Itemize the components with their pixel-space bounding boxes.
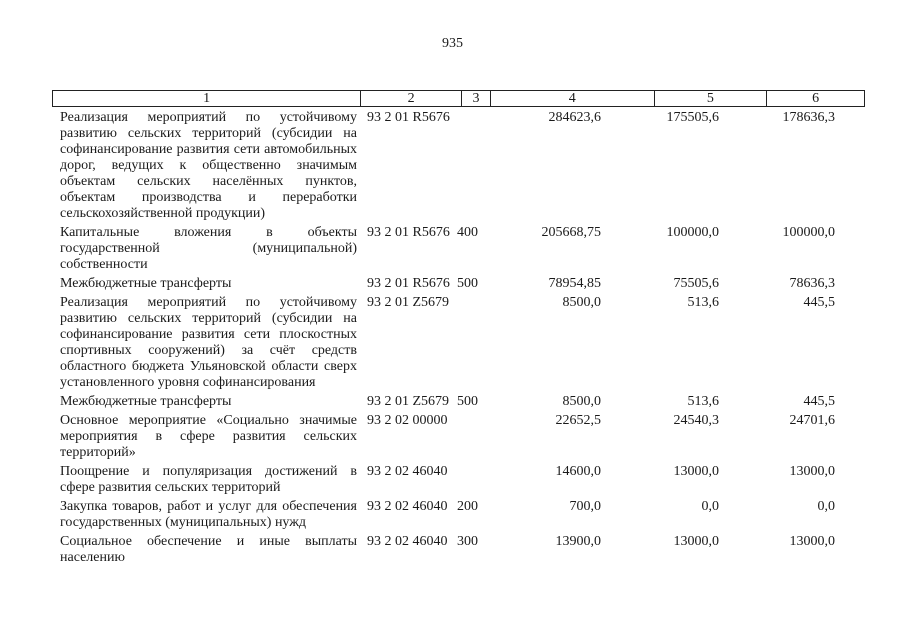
row-code: 93 2 02 00000 (367, 413, 448, 428)
row-value-4: 284623,6 (548, 110, 601, 125)
table-row (60, 276, 850, 292)
row-name: Капитальные вложения в объекты государственной (муниципальной) собственности (60, 225, 357, 272)
row-name: Межбюджетные трансферты (60, 394, 232, 409)
row-value-6: 13000,0 (789, 464, 835, 479)
row-code: 93 2 01 Z5679 (367, 295, 450, 310)
row-code: 93 2 01 R5676 (367, 276, 450, 291)
row-code: 93 2 02 46040 (367, 499, 448, 514)
row-name: Закупка товаров, работ и услуг для обеспечения государственных (муниципальных) нужд (60, 499, 357, 530)
row-value-5: 513,6 (687, 295, 719, 310)
row-value-6: 100000,0 (782, 225, 835, 240)
row-name: Реализация мероприятий по устойчивому развитию сельских территорий (субсидии на софинансирование развития сети плоскостных спортивных сооружений) за счёт средств областного бюджета Ульяновской области сверх установленного уровня софинансирования (60, 295, 357, 390)
row-value-5: 0,0 (701, 499, 719, 514)
row-value-6: 0,0 (817, 499, 835, 514)
row-name: Межбюджетные трансферты (60, 276, 232, 291)
page-number: 935 (442, 36, 463, 51)
row-code: 93 2 02 46040 (367, 464, 448, 479)
row-type: 200 (457, 499, 478, 514)
row-type: 300 (457, 534, 478, 549)
row-value-5: 13000,0 (673, 464, 719, 479)
header-col-2: 2 (361, 91, 462, 106)
row-value-6: 24701,6 (789, 413, 835, 428)
row-type: 500 (457, 394, 478, 409)
row-name: Поощрение и популяризация достижений в сфере развития сельских территорий (60, 464, 357, 495)
row-value-5: 75505,6 (673, 276, 719, 291)
row-value-4: 13900,0 (555, 534, 601, 549)
row-value-4: 22652,5 (555, 413, 601, 428)
table-header-row (52, 90, 865, 107)
row-value-6: 78636,3 (789, 276, 835, 291)
row-type: 400 (457, 225, 478, 240)
row-code: 93 2 02 46040 (367, 534, 448, 549)
table-row (60, 464, 850, 496)
header-col-6: 6 (812, 91, 820, 106)
row-value-6: 13000,0 (789, 534, 835, 549)
row-value-4: 700,0 (569, 499, 601, 514)
row-value-5: 24540,3 (673, 413, 719, 428)
row-value-5: 513,6 (687, 394, 719, 409)
header-col-4: 4 (491, 91, 655, 106)
row-code: 93 2 01 R5676 (367, 110, 450, 125)
row-value-6: 445,5 (803, 295, 835, 310)
table-row (60, 110, 850, 222)
header-col-1: 1 (53, 91, 361, 106)
row-type: 500 (457, 276, 478, 291)
row-code: 93 2 01 Z5679 (367, 394, 450, 409)
row-value-6: 445,5 (803, 394, 835, 409)
row-value-4: 205668,75 (541, 225, 601, 240)
row-value-4: 14600,0 (555, 464, 601, 479)
table-row (60, 413, 850, 461)
table-row (60, 225, 850, 273)
row-name: Социальное обеспечение и иные выплаты населению (60, 534, 357, 565)
row-value-5: 100000,0 (666, 225, 719, 240)
table-row (60, 534, 850, 566)
row-value-5: 13000,0 (673, 534, 719, 549)
table-row (60, 295, 850, 391)
table-body (60, 110, 850, 569)
row-value-6: 178636,3 (782, 110, 835, 125)
row-value-4: 78954,85 (548, 276, 601, 291)
row-name: Основное мероприятие «Социально значимые мероприятия в сфере развития сельских территорий» (60, 413, 357, 460)
header-col-3: 3 (462, 91, 491, 106)
row-value-4: 8500,0 (562, 295, 601, 310)
row-value-4: 8500,0 (562, 394, 601, 409)
header-col-5: 5 (655, 91, 768, 106)
row-value-5: 175505,6 (666, 110, 719, 125)
row-code: 93 2 01 R5676 (367, 225, 450, 240)
table-row (60, 499, 850, 531)
table-row (60, 394, 850, 410)
row-name: Реализация мероприятий по устойчивому развитию сельских территорий (субсидии на софинансирование развития сети автомобильных дорог, ведущих к общественно значимым объектам сельских населённых пунктов, объектам производства и переработки сельскохозяйственной продукции) (60, 110, 357, 221)
